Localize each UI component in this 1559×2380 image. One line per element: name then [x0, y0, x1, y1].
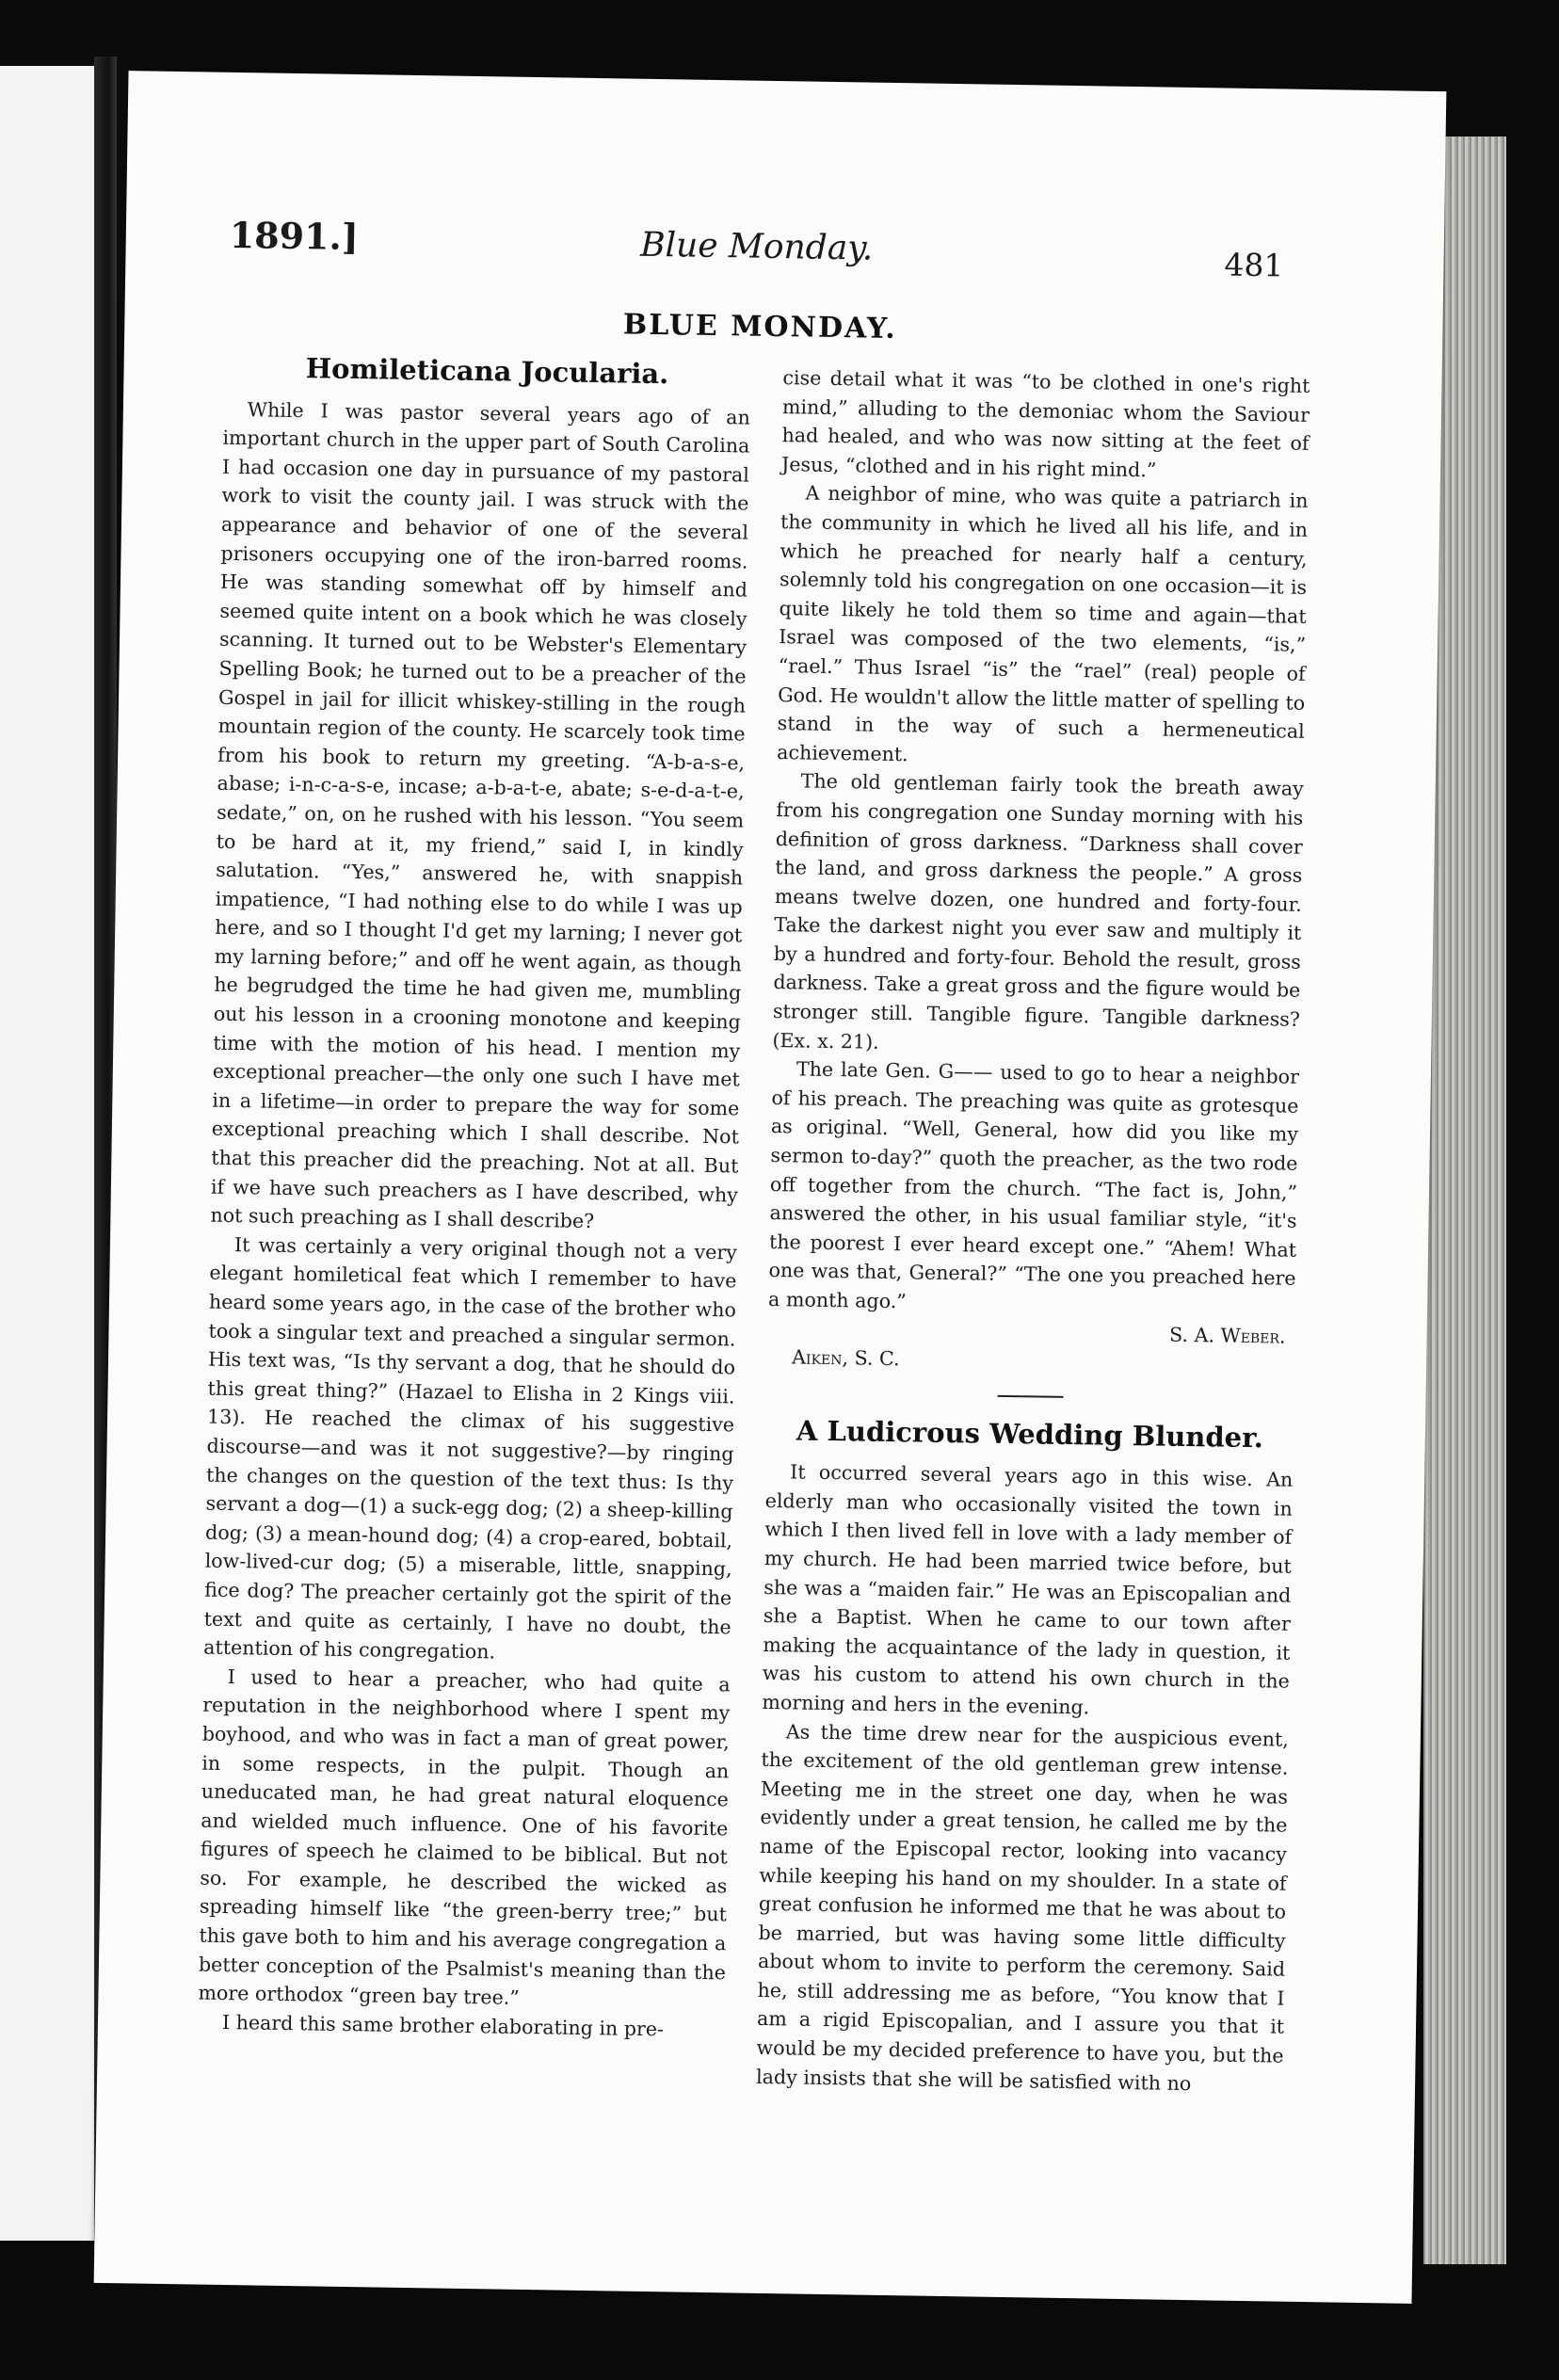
author-place: Aiken, S. C.	[791, 1344, 900, 1370]
right-column	[756, 363, 1310, 2099]
article-paragraph: It occurred several years ago in this wise. An elderly man who occasionally visited the town in which I then lived fell in love with a lady member of my church. He had been married twice before, but she was a “maiden fair.” He was an Episcopalian and she a Baptist. When he came to our town after making the acquaintance of the lady in question, it was his custom to attend his own church in the morning and hers in the evening.	[762, 1460, 1294, 1719]
left-column	[198, 353, 751, 2045]
page-number: 481	[1224, 246, 1284, 284]
article-paragraph: A neighbor of mine, who was quite a patriarch in the community in which he lived all his life, and in which he preached for nearly half a century, solemnly told his congregation on one occasion—it is quite likely he told them so time and again—that Israel was composed of the two elements, “is,” “rael.” Thus Israel “is” the “rael” (real) people of God. He wouldn't allow the little matter of spelling to stand in the way of such a hermeneutical achievement.	[777, 481, 1309, 765]
article-paragraph: As the time drew near for the auspicious event, the excitement of the old gentleman grew intense. Meeting me in the street one day, when he was evidently under a great tension, he called me by the name of the Episcopal rector, looking into vacancy while keeping his hand on my shoulder. In a state of great confusion he informed me that he was about to be married, but was having some little difficulty about whom to invite to perform the ceremony. Said he, still addressing me as before, “You know that I am a rigid Episcopalian, and I assure you that it would be my decided preference to have you, but the lady insists that she will be satisfied with no	[755, 1719, 1290, 2095]
book-page	[94, 71, 1447, 2304]
author-signature: S. A. Weber.	[1168, 1323, 1286, 1348]
section-title: BLUE MONDAY.	[622, 308, 898, 346]
article-paragraph: It was certainly a very original though not a very elegant homiletical feat which I remember to have heard some years ago, in the case of the brother who took a singular text and preached a singular sermon. His text was, “Is thy servant a dog, that he should do this great thing?” (Hazael to Elisha in 2 Kings viii. 13). He reached the climax of his suggestive discourse—and was it not suggestive?—by ringing the changes on the question of the text thus: Is thy servant a dog—(1) a suck-egg dog; (2) a sheep-killing dog; (3) a mean-hound dog; (4) a crop-eared, bobtail, low-lived-cur dog; (5) a miserable, little, snapping, fice dog? The preacher certainly got the spirit of the text and quite as certainly, I have no doubt, the attention of his congregation.	[203, 1232, 738, 1664]
byline	[767, 1314, 1295, 1381]
article-title-homileticana: Homileticana Jocularia.	[305, 352, 669, 391]
article-title-wedding-blunder: A Ludicrous Wedding Blunder.	[796, 1414, 1264, 1454]
article-paragraph: While I was pastor several years ago of an important church in the upper part of South Carolina I had occasion one day in pursuance of my pastoral work to visit the county jail. I was struck with the appearance and behavior of one of the several prisoners occupying one of the iron-barred rooms. He was standing somewhat off by himself and seemed quite intent on a book which he was closely scanning. It turned out to be Webster's Elementary Spelling Book; he turned out to be a preacher of the Gospel in jail for illicit whiskey-stilling in the rough mountain region of the county. He scarcely took time from his book to return my greeting. “A-b-a-s-e, abase; i-n-c-a-s-e, incase; a-b-a-t-e, abate; s-e-d-a-t-e, sedate,” on, on he rushed with his lesson. “You seem to be hard at it, my friend,” said I, in kindly salutation. “Yes,” answered he, with snappish impatience, “I had nothing else to do while I was up here, and so I thought I'd get my larning; I never got my larning before;” and off he went again, as though he begrudged the time he had given me, mumbling out his lesson in a crooning monotone and keeping time with the motion of his head. I mention my exceptional preacher—the only one such I have met in a lifetime—in order to prepare the way for some exceptional preaching which I shall describe. Not that this preacher did the preaching. Not at all. But if we have such preachers as I have described, why not such preaching as I shall describe?	[210, 397, 751, 1233]
header-year: 1891.]	[229, 213, 360, 259]
header-title: Blue Monday.	[639, 225, 874, 268]
article-paragraph: The late Gen. G—— used to go to hear a neighbor of his preach. The preaching was quite as grotesque as original. “Well, General, how did you like my sermon to-day?” quoth the preacher, as the two rode off together from the church. “The fact is, John,” answered the other, in his usual familiar style, “it's the poorest I ever heard except one.” “Ahem! What one was that, General?” “The one you preached here a month ago.”	[767, 1057, 1300, 1313]
article-paragraph: The old gentleman fairly took the breath away from his congregation one Sunday morning with his definition of gross darkness. “Darkness shall cover the land, and gross darkness the people.” A gross means twelve dozen, one hundred and forty-four. Take the darkest night you ever saw and multiply it by a hundred and forty-four. Behold the result, gross darkness. Take a great gross and the figure would be stronger still. Tangible figure. Tangible darkness? (Ex. x. 21).	[772, 769, 1304, 1053]
article-paragraph: I heard this same brother elaborating in pre-	[221, 2010, 665, 2041]
article-paragraph: I used to hear a preacher, who had quite a reputation in the neighborhood where I spent my boyhood, and who was in fact a man of great power, in some respects, in the pulpit. Though an uneducated man, he had great natural eloquence and wielded much influence. One of his favorite figures of speech he claimed to be biblical. But not so. For example, he described the wicked as spreading himself like “the green-berry tree;” but this gave both to him and his average congregation a better conception of the Psalmist's meaning than the more orthodox “green bay tree.”	[198, 1664, 731, 2010]
running-head	[229, 214, 1284, 287]
facing-page-edge	[0, 66, 102, 2241]
article-divider	[998, 1394, 1064, 1397]
article-paragraph-continued: cise detail what it was “to be clothed in one's right mind,” alluding to the demoniac whom the Saviour had healed, and who was now sitting at the feet of Jesus, “clothed and in his right mind.”	[780, 366, 1310, 482]
